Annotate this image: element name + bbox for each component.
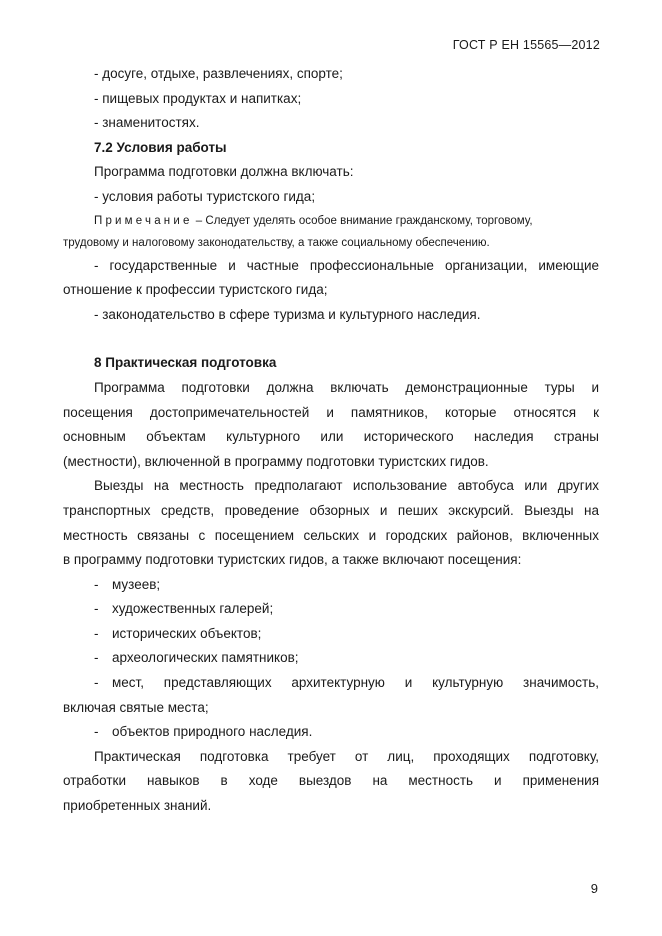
paragraph-line: Программа подготовки должна включать демонстрационные туры и: [94, 379, 599, 395]
paragraph-line: Выезды на местность предполагают использование автобуса или других: [94, 478, 599, 494]
note-text: Следует уделять особое внимание гражданскому, торговому,: [205, 214, 533, 227]
list-item: - музеев;: [94, 576, 161, 592]
note-line: трудовому и налоговому законодательству, а также социальному обеспечению.: [63, 236, 490, 249]
list-item: - пищевых продуктах и напитках;: [94, 90, 302, 106]
list-item: - условия работы туристского гида;: [94, 188, 316, 204]
paragraph-line: Программа подготовки должна включать:: [94, 164, 354, 180]
section-heading-7-2: 7.2 Условия работы: [94, 139, 227, 155]
paragraph-line: местность связаны с посещением сельских и городских районов, включенных: [63, 527, 599, 543]
standard-header: ГОСТ Р ЕН 15565—2012: [452, 38, 600, 52]
list-item: - государственные и частные профессиональные организации, имеющие: [94, 257, 599, 273]
paragraph-line: посещения достопримечательностей и памятников, которые относятся к: [63, 404, 599, 420]
paragraph-line: в программу подготовки туристских гидов, а также включают посещения:: [63, 552, 522, 568]
list-item: - законодательство в сфере туризма и культурного наследия.: [94, 306, 481, 322]
list-item: - досуге, отдыхе, развлечениях, спорте;: [94, 66, 343, 81]
page-number: 9: [590, 881, 598, 896]
section-heading-8: 8 Практическая подготовка: [94, 355, 277, 371]
page-content: [63, 62, 599, 819]
paragraph-line: транспортных средств, проведение обзорных и пеших экскурсий. Выезды на: [63, 502, 599, 518]
list-item: - мест, представляющих архитектурную и культурную значимость,: [94, 675, 599, 691]
list-item: - археологических памятников;: [94, 650, 299, 666]
paragraph-line: Практическая подготовка требует от лиц, проходящих подготовку,: [94, 748, 599, 764]
list-item: - исторических объектов;: [94, 625, 262, 641]
list-item: - знаменитостях.: [94, 115, 200, 131]
paragraph-line: приобретенных знаний.: [63, 798, 212, 814]
list-item-cont: включая святые места;: [63, 699, 209, 715]
list-item: - объектов природного наследия.: [94, 724, 313, 740]
paragraph-line: основным объектам культурного или исторического наследия страны: [63, 429, 599, 445]
note-line: [63, 210, 599, 232]
note-dash: –: [195, 214, 203, 227]
list-item: - художественных галерей;: [94, 601, 274, 617]
note-block: [63, 210, 599, 254]
paragraph-line: отработки навыков в ходе выездов на местность и применения: [63, 773, 599, 789]
paragraph-line: (местности), включенной в программу подготовки туристских гидов.: [63, 453, 489, 469]
list-item-cont: отношение к профессии туристского гида;: [63, 282, 328, 298]
note-label: Примечание: [94, 214, 193, 227]
